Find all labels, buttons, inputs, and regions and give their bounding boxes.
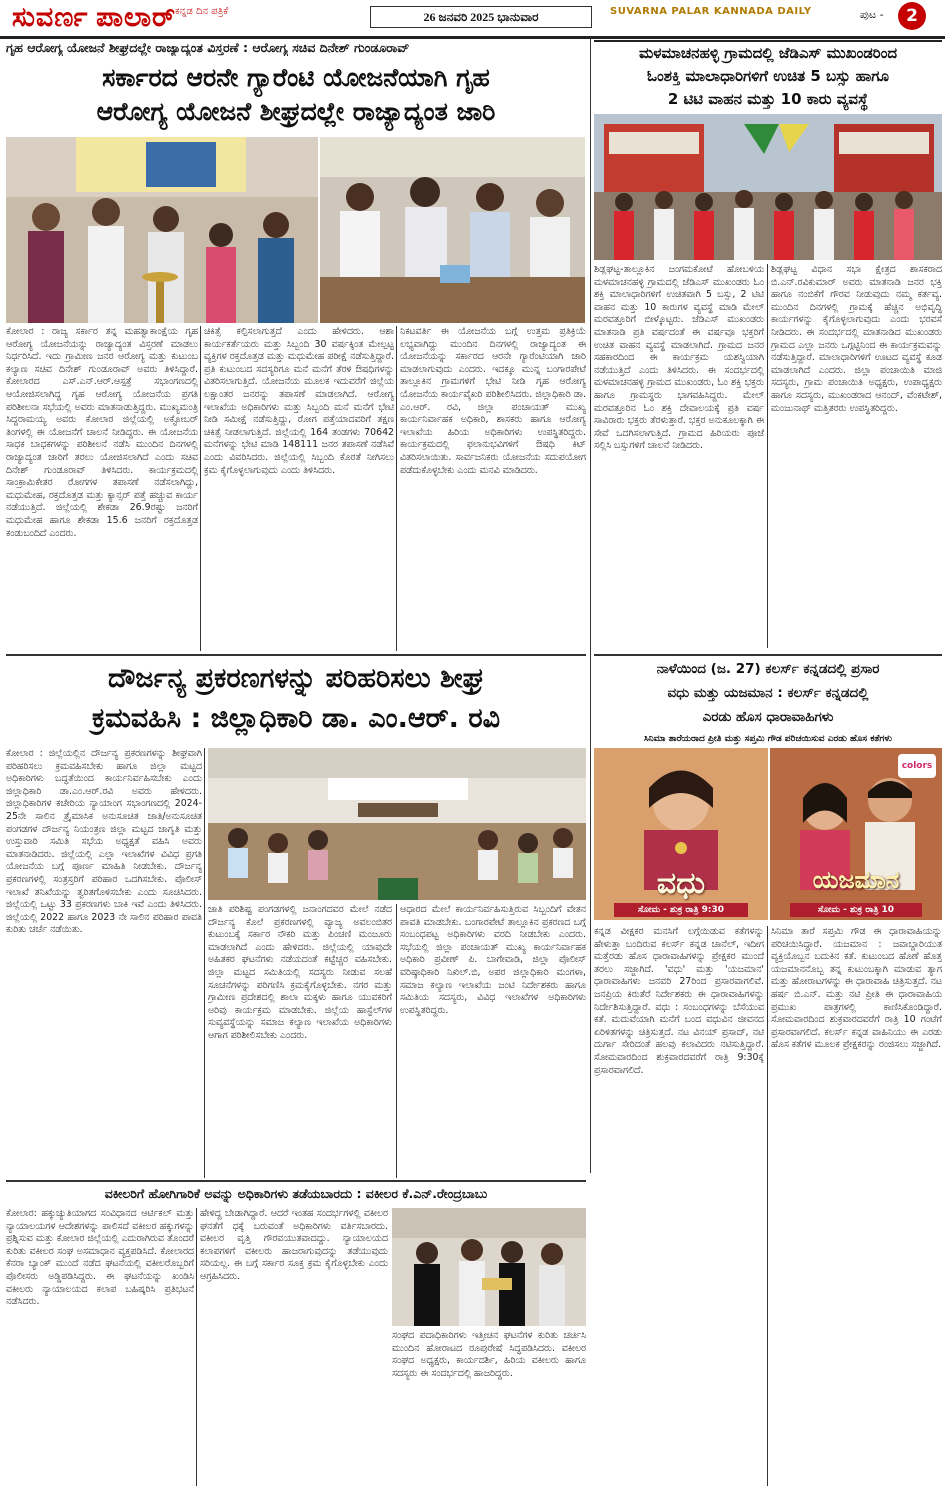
yajamana-timing: ಸೋಮ - ಶುಕ್ರ ರಾತ್ರಿ 10 bbox=[790, 903, 922, 917]
masthead bbox=[0, 0, 945, 39]
story3-column-2: ಜಾತಿ ಪರಿಶಿಷ್ಟ ಪಂಗಡಗಳಲ್ಲಿ ಜನಾಂಗದವರ ಮೇಲೆ ನಡೆದ ದೌರ್ಜನ್ಯ ಕೊಲೆ ಪ್ರಕರಣಗಳಲ್ಲಿ ವ್ಯಾಜ್ಯ ಅವಲಂಬಿತರ ಕುಟುಂಬಕ್ಕೆ ಸರ್ಕಾರ ನೌಕರಿ ಮತ್ತು ಪಿಂಚಣಿ ಮಂಜೂರು ಮಾಡಲಾಗಿದೆ ಎಂದು ಹೇಳಿದರು. ಜಿಲ್ಲೆಯಲ್ಲಿ ಯಾವುದೇ ಅಹಿತಕರ ಘಟನೆಗಳು ನಡೆಯದಂತೆ ಕಟ್ಟೆಚ್ಚರ ವಹಿಸಬೇಕು. ಜಿಲ್ಲಾ ಮಟ್ಟದ ಸಮಿತಿಯಲ್ಲಿ ಸದಸ್ಯರು ನೀಡುವ ಸಲಹೆ ಸೂಚನೆಗಳನ್ನು ಪರಿಗಣಿಸಿ ಕ್ರಮಕೈಗೊಳ್ಳಬೇಕು. ನಗರ ಮತ್ತು ಗ್ರಾಮೀಣ ಪ್ರದೇಶದಲ್ಲಿ ಶಾಲಾ ಮಕ್ಕಳು ಹಾಗೂ ಯುವಕರಿಗೆ ಅರಿವು ಕಾರ್ಯಕ್ರಮ ಮಾಡಬೇಕು. ಜಿಲ್ಲೆಯ ಹಾಸ್ಟೆಲ್‌ಗಳ ಸುವ್ಯವಸ್ಥೆಯನ್ನು ಸಮಾಜ ಕಲ್ಯಾಣ ಇಲಾಖೆಯ ಅಧಿಕಾರಿಗಳು ಆಗಾಗ ಪರಿಶೀಲಿಸಬೇಕು ಎಂದರು. bbox=[208, 904, 392, 1041]
story5-headline-line2: ವಧು ಮತ್ತು ಯಜಮಾನ : ಕಲರ್ಸ್ ಕನ್ನಡದಲ್ಲಿ bbox=[667, 685, 869, 701]
story4-column-2: ಹೇಳಿದ್ದ ಬೇಡಾಗಿದ್ದಾರೆ. ಆದರೆ ಇಂತಹ ಸಂದರ್ಭಗಳಲ್ಲಿ ವಕೀಲರ ಘನತೆಗೆ ಧಕ್ಕೆ ಬರುವಂತೆ ಅಧಿಕಾರಿಗಳು ವರ್ತಿಸಬಾರದು. ವಕೀಲರ ವೃತ್ತಿ ಗೌರವಯುತವಾದದ್ದು. ನ್ಯಾಯಾಲಯದ ಕಲಾಪಗಳಿಗೆ ವಕೀಲರು ಹಾಜರಾಗುವುದನ್ನು ತಡೆಯುವುದು ಸರಿಯಲ್ಲ. ಈ ಬಗ್ಗೆ ಸರ್ಕಾರ ಸೂಕ್ತ ಕ್ರಮ ಕೈಗೊಳ್ಳಬೇಕು ಎಂದು ಆಗ್ರಹಿಸಿದರು. bbox=[200, 1208, 388, 1282]
buses-crowd-image bbox=[594, 114, 942, 260]
lawyers-group-image bbox=[392, 1208, 586, 1326]
page-number: 2 bbox=[898, 2, 926, 30]
page-column-divider bbox=[590, 38, 591, 1173]
story2-photo-buses bbox=[594, 114, 942, 260]
story2-header-box bbox=[594, 40, 942, 112]
story1-headline-line2: ಆರೋಗ್ಯ ಯೋಜನೆ ಶೀಘ್ರದಲ್ಲೇ ರಾಜ್ಯಾದ್ಯಂತ ಜಾರಿ bbox=[96, 97, 496, 126]
story3-photo-meeting bbox=[208, 748, 586, 900]
column-divider bbox=[767, 264, 768, 648]
story4-photo-lawyers bbox=[392, 1208, 586, 1326]
story5-headline-line1: ನಾಳೆಯಿಂದ (ಜ. 27) ಕಲರ್ಸ್ ಕನ್ನಡದಲ್ಲಿ ಪ್ರಸಾರ bbox=[656, 661, 880, 677]
story5-column-1: ಕನ್ನಡ ವೀಕ್ಷಕರ ಮನಸಿಗೆ ಲಗ್ಗೆಯಿಡುವ ಕತೆಗಳನ್ನು ಹೇಳುತ್ತಾ ಬಂದಿರುವ ಕಲರ್ಸ್ ಕನ್ನಡ ಚಾನೆಲ್, ಇದೀಗ ಮತ್ತೆರಡು ಹೊಸ ಧಾರಾವಾಹಿಗಳನ್ನು ಪ್ರೇಕ್ಷಕರ ಮುಂದೆ ತರಲು ಸಜ್ಜಾಗಿದೆ. 'ವಧು' ಮತ್ತು 'ಯಜಮಾನ' ಧಾರಾವಾಹಿಗಳು ಜನವರಿ 27ರಿಂದ ಪ್ರಸಾರವಾಗಲಿವೆ. ಜನಪ್ರಿಯ ಕಿರುತೆರೆ ನಿರ್ದೇಶಕರು ಈ ಧಾರಾವಾಹಿಗಳನ್ನು ನಿರ್ದೇಶಿಸುತ್ತಿದ್ದಾರೆ. ವಧು : ಸಂಬಂಧಗಳನ್ನು ಬೆಸೆಯುವ ಕತೆ. ಮದುವೆಯಾಗಿ ಮನೆಗೆ ಬಂದ ವಧುವಿನ ಜೀವನದ ಏರಿಳಿತಗಳನ್ನು ಚಿತ್ರಿಸುತ್ತದೆ. ನಟ ವಿನಯ್ ಪ್ರಸಾದ್, ನಟಿ ದುರ್ಗಾ ಸೇರಿದಂತೆ ಹಲವು ಕಲಾವಿದರು ನಟಿಸುತ್ತಿದ್ದಾರೆ. ಸೋಮವಾರದಿಂದ ಶುಕ್ರವಾರದವರೆಗೆ ರಾತ್ರಿ 9:30ಕ್ಕೆ ಪ್ರಸಾರವಾಗಲಿದೆ. bbox=[594, 926, 764, 1076]
story2-column-1: ಶಿಡ್ಲಘಟ್ಟ-ತಾಲ್ಲೂಕಿನ ಜಂಗಮಕೋಟೆ ಹೋಬಳಿಯ ಮಳಮಾಚನಹಳ್ಳಿ ಗ್ರಾಮದಲ್ಲಿ ಜೆಡಿಎಸ್ ಮುಖಂಡರು ಓಂ ಶಕ್ತಿ ಮಾಲಾಧಾರಿಗಳಿಗೆ ಉಚಿತವಾಗಿ 5 ಬಸ್ಸು, 2 ಟಿಟಿ ವಾಹನ ಮತ್ತು 10 ಕಾರುಗಳ ವ್ಯವಸ್ಥೆ ಮಾಡಿ ಮೇಲ್ ಮರವತ್ತೂರಿಗೆ ಬೀಳ್ಕೊಟ್ಟರು. ಜೆಡಿಎಸ್ ಮುಖಂಡರು ಮಾತನಾಡಿ ಪ್ರತಿ ವರ್ಷದಂತೆ ಈ ವರ್ಷವೂ ಭಕ್ತರಿಗೆ ಉಚಿತ ವಾಹನ ವ್ಯವಸ್ಥೆ ಮಾಡಲಾಗಿದೆ. ಗ್ರಾಮದ ಜನರ ಸಹಕಾರದಿಂದ ಈ ಕಾರ್ಯಕ್ರಮ ಯಶಸ್ವಿಯಾಗಿ ನಡೆಯುತ್ತಿದೆ ಎಂದು ತಿಳಿಸಿದರು. ಈ ಸಂದರ್ಭದಲ್ಲಿ ಮಳಮಾಚನಹಳ್ಳಿ ಗ್ರಾಮದ ಮುಖಂಡರು, ಓಂ ಶಕ್ತಿ ಭಕ್ತರು ಹಾಗೂ ಗ್ರಾಮಸ್ಥರು ಭಾಗವಹಿಸಿದ್ದರು. ಮೇಲ್ ಮರವತ್ತೂರಿನ ಓಂ ಶಕ್ತಿ ದೇವಾಲಯಕ್ಕೆ ಪ್ರತಿ ವರ್ಷ ಸಾವಿರಾರು ಭಕ್ತರು ತೆರಳುತ್ತಾರೆ. ಭಕ್ತರ ಅನುಕೂಲಕ್ಕಾಗಿ ಈ ಸೇವೆ ಒದಗಿಸಲಾಗುತ್ತಿದೆ. ಗ್ರಾಮದ ಹಿರಿಯರು ಪೂಜೆ ಸಲ್ಲಿಸಿ ಬಸ್ಸುಗಳಿಗೆ ಚಾಲನೆ ನೀಡಿದರು. bbox=[594, 264, 764, 452]
tv-banner-yajamana bbox=[770, 748, 942, 920]
story4-column-3: ಸಂಘದ ಪದಾಧಿಕಾರಿಗಳು ಇತ್ತೀಚಿನ ಘಟನೆಗಳ ಕುರಿತು ಚರ್ಚಿಸಿ ಮುಂದಿನ ಹೋರಾಟದ ರೂಪುರೇಷೆ ಸಿದ್ಧಪಡಿಸಿದರು. ವಕೀಲರ ಸಂಘದ ಅಧ್ಯಕ್ಷರು, ಕಾರ್ಯದರ್ಶಿ, ಹಿರಿಯ ವಕೀಲರು ಹಾಗೂ ಸದಸ್ಯರು ಈ ಸಂದರ್ಭದಲ್ಲಿ ಹಾಜರಿದ್ದರು. bbox=[392, 1330, 586, 1379]
newspaper-tagline: ಕನ್ನಡ ದಿನ ಪತ್ರಿಕೆ bbox=[175, 6, 229, 17]
lamp-lighting-image bbox=[6, 137, 318, 323]
column-divider bbox=[767, 926, 768, 1486]
section-divider bbox=[594, 654, 942, 656]
vadhu-timing: ಸೋಮ - ಶುಕ್ರ ರಾತ್ರಿ 9:30 bbox=[614, 903, 748, 917]
story2-headline-line1: ಮಳಮಾಚನಹಳ್ಳಿ ಗ್ರಾಮದಲ್ಲಿ ಜೆಡಿಎಸ್ ಮುಖಂಡರಿಂದ bbox=[638, 44, 898, 62]
minister-meeting-image bbox=[320, 137, 585, 323]
section-divider bbox=[6, 1180, 586, 1182]
story1-column-1: ಕೋಲಾರ : ರಾಜ್ಯ ಸರ್ಕಾರ ತನ್ನ ಮಹತ್ವಾಕಾಂಕ್ಷೆಯ ಗೃಹ ಆರೋಗ್ಯ ಯೋಜನೆಯನ್ನು ರಾಜ್ಯಾದ್ಯಂತ ವಿಸ್ತರಣೆ ಮಾಡಲು ನಿರ್ಧರಿಸಿದೆ. ಇದು ಗ್ರಾಮೀಣ ಜನರ ಆರೋಗ್ಯ ಮತ್ತು ಕುಟುಂಬ ಕಲ್ಯಾಣ ಸಚಿವ ದಿನೇಶ್ ಗುಂಡೂರಾವ್ ಅವರು ತಿಳಿಸಿದ್ದಾರೆ. ಕೋಲಾರದ ಎಸ್.ಎನ್.ಆರ್.ಆಸ್ಪತ್ರೆ ಸಭಾಂಗಣದಲ್ಲಿ ಆಯೋಜಿಸಲಾಗಿದ್ದ ಗೃಹ ಆರೋಗ್ಯ ಯೋಜನೆಯ ಪ್ರಗತಿ ಪರಿಶೀಲನಾ ಸಭೆಯಲ್ಲಿ ಅವರು ಮಾತನಾಡುತ್ತಿದ್ದರು. ಮುಖ್ಯಮಂತ್ರಿ ಸಿದ್ದರಾಮಯ್ಯ ಅವರು ಕೋಲಾರ ಜಿಲ್ಲೆಯಲ್ಲಿ ಅಕ್ಟೋಬರ್ ತಿಂಗಳಲ್ಲಿ ಈ ಯೋಜನೆಗೆ ಚಾಲನೆ ನೀಡಿದ್ದರು. ಈ ಯೋಜನೆಯ ಸಾಧಕ ಬಾಧಕಗಳನ್ನು ಪರಿಶೀಲನೆ ನಡೆಸಿ ಮುಂದಿನ ದಿನಗಳಲ್ಲಿ ರಾಜ್ಯಾದ್ಯಂತ ಜಾರಿಗೆ ತರಲು ಯೋಜಿಸಲಾಗಿದೆ ಎಂದು ಸಚಿವ ದಿನೇಶ್ ಗುಂಡೂರಾವ್ ತಿಳಿಸಿದರು. ಕಾರ್ಯಕ್ರಮದಲ್ಲಿ ಸಾಂಕ್ರಾಮಿಕೇತರ ರೋಗಗಳ ತಪಾಸಣೆ ನಡೆಸಲಾಗಿದ್ದು, ಮಧುಮೇಹ, ರಕ್ತದೊತ್ತಡ ಮತ್ತು ಕ್ಯಾನ್ಸರ್ ಪತ್ತೆ ಹಚ್ಚುವ ಕಾರ್ಯ ನಡೆಯುತ್ತಿದೆ. ಜಿಲ್ಲೆಯಲ್ಲಿ ಶೇಕಡಾ 26.9ರಷ್ಟು ಜನರಿಗೆ ಮಧುಮೇಹ ಹಾಗೂ ಶೇಕಡಾ 15.6 ಜನರಿಗೆ ರಕ್ತದೊತ್ತಡ ಕಂಡುಬಂದಿದೆ ಎಂದರು. bbox=[6, 326, 198, 539]
story3-headline-line2: ಕ್ರಮವಹಿಸಿ : ಜಿಲ್ಲಾಧಿಕಾರಿ ಡಾ. ಎಂ.ಆರ್. ರವಿ bbox=[91, 703, 501, 734]
story2-headline-line2: ಓಂಶಕ್ತಿ ಮಾಲಾಧಾರಿಗಳಿಗೆ ಉಚಿತ 5 ಬಸ್ಸು ಹಾಗೂ bbox=[647, 67, 889, 85]
story2-column-2: ಶಿಡ್ಲಘಟ್ಟ ವಿಧಾನ ಸಭಾ ಕ್ಷೇತ್ರದ ಶಾಸಕರಾದ ಬಿ.ಎನ್.ರವಿಕುಮಾರ್ ಅವರು ಮಾತನಾಡಿ ಜನರ ಭಕ್ತಿ ಹಾಗೂ ನಂಬಿಕೆಗೆ ಗೌರವ ನೀಡುವುದು ನಮ್ಮ ಕರ್ತವ್ಯ. ಮುಂದಿನ ದಿನಗಳಲ್ಲಿ ಗ್ರಾಮಕ್ಕೆ ಹೆಚ್ಚಿನ ಅಭಿವೃದ್ಧಿ ಕಾರ್ಯಗಳನ್ನು ಕೈಗೊಳ್ಳಲಾಗುವುದು ಎಂದು ಭರವಸೆ ನೀಡಿದರು. ಈ ಸಂದರ್ಭದಲ್ಲಿ ಮಾತನಾಡಿದ ಮುಖಂಡರು ಗ್ರಾಮದ ಎಲ್ಲಾ ಜನರು ಒಗ್ಗಟ್ಟಿನಿಂದ ಈ ಕಾರ್ಯಕ್ರಮವನ್ನು ನಡೆಸುತ್ತಿದ್ದಾರೆ. ಮಾಲಾಧಾರಿಗಳಿಗೆ ಊಟದ ವ್ಯವಸ್ಥೆ ಕೂಡ ಮಾಡಲಾಗಿದೆ ಎಂದರು. ಜಿಲ್ಲಾ ಪಂಚಾಯಿತಿ ಮಾಜಿ ಸದಸ್ಯರು, ಗ್ರಾಮ ಪಂಚಾಯಿತಿ ಅಧ್ಯಕ್ಷರು, ಉಪಾಧ್ಯಕ್ಷರು ಹಾಗೂ ಸದಸ್ಯರು, ಮುಖಂಡರಾದ ಆನಂದ್, ವೆಂಕಟೇಶ್, ಮಂಜುನಾಥ್ ಮತ್ತಿತರರು ಉಪಸ್ಥಿತರಿದ್ದರು. bbox=[771, 264, 942, 414]
story3-column-3: ಆಧಾರದ ಮೇಲೆ ಕಾರ್ಯನಿರ್ವಹಿಸುತ್ತಿರುವ ಸಿಬ್ಬಂದಿಗೆ ವೇತನ ಪಾವತಿ ಮಾಡಬೇಕು. ಬಂಗಾರಪೇಟೆ ತಾಲ್ಲೂಕಿನ ಪ್ರಕರಣದ ಬಗ್ಗೆ ಸಂಬಂಧಪಟ್ಟ ಅಧಿಕಾರಿಗಳು ವರದಿ ನೀಡಬೇಕು ಎಂದರು. ಸಭೆಯಲ್ಲಿ ಜಿಲ್ಲಾ ಪಂಚಾಯತ್ ಮುಖ್ಯ ಕಾರ್ಯನಿರ್ವಾಹಕ ಅಧಿಕಾರಿ ಪ್ರವೀಣ್ ಪಿ. ಬಾಗೇವಾಡಿ, ಜಿಲ್ಲಾ ಪೊಲೀಸ್ ವರಿಷ್ಠಾಧಿಕಾರಿ ನಿಖಿಲ್.ಬಿ, ಅಪರ ಜಿಲ್ಲಾಧಿಕಾರಿ ಮಂಗಳಾ, ಸಮಾಜ ಕಲ್ಯಾಣ ಇಲಾಖೆಯ ಜಂಟಿ ನಿರ್ದೇಶಕರು ಹಾಗೂ ಸಮಿತಿಯ ಸದಸ್ಯರು, ವಿವಿಧ ಇಲಾಖೆಗಳ ಅಧಿಕಾರಿಗಳು ಉಪಸ್ಥಿತರಿದ್ದರು. bbox=[400, 904, 586, 1016]
tv-banner-vadhu bbox=[594, 748, 768, 920]
newspaper-logo: ಸುವರ್ಣ ಪಾಲಾರ್ bbox=[12, 2, 177, 32]
column-divider bbox=[396, 904, 397, 1178]
story1-headline-line1: ಸರ್ಕಾರದ ಆರನೇ ಗ್ಯಾರೆಂಟಿ ಯೋಜನೆಯಾಗಿ ಗೃಹ bbox=[102, 63, 490, 92]
vadhu-title: ವಧು bbox=[656, 866, 706, 901]
story4-column-1: ಕೋಲಾರ: ಹಕ್ಕುಚ್ಯುತಿಯಾಗದ ಸಂವಿಧಾನದ ಆರ್ಟಿಕಲ್ ಮತ್ತು ನ್ಯಾಯಾಲಯಗಳ ಆದೇಶಗಳನ್ನು ಪಾಲಿಸದೆ ವಕೀಲರ ಹಕ್ಕುಗಳನ್ನು ಪ್ರಶ್ನಿಸುವ ಮತ್ತು ಕೋಲಾರ ಜಿಲ್ಲೆಯಲ್ಲಿ ಎದುರಾಗಿರುವ ತೊಂದರೆ ಕುರಿತು ವಕೀಲರ ಸಂಘ ಅಸಮಾಧಾನ ವ್ಯಕ್ತಪಡಿಸಿದೆ. ಕೋಲಾರದ ಕೆನರಾ ಬ್ಯಾಂಕ್ ಮುಂದೆ ನಡೆದ ಘಟನೆಯಲ್ಲಿ ವಕೀಲರೊಬ್ಬರಿಗೆ ಪೊಲೀಸರು ಅಡ್ಡಿಪಡಿಸಿದ್ದರು. ಈ ಘಟನೆಯನ್ನು ಖಂಡಿಸಿ ವಕೀಲರು ನ್ಯಾಯಾಲಯದ ಕಲಾಪ ಬಹಿಷ್ಕರಿಸಿ ಪ್ರತಿಭಟನೆ ನಡೆಸಿದರು. bbox=[6, 1208, 194, 1308]
column-divider bbox=[196, 1208, 197, 1486]
section-divider bbox=[6, 654, 586, 656]
column-divider bbox=[200, 326, 201, 651]
story3-column-1: ಕೋಲಾರ : ಜಿಲ್ಲೆಯಲ್ಲಿನ ದೌರ್ಜನ್ಯ ಪ್ರಕರಣಗಳನ್ನು ಶೀಘ್ರವಾಗಿ ಪರಿಹರಿಸಲು ಕ್ರಮವಹಿಸಬೇಕು ಹಾಗೂ ಜಿಲ್ಲಾ ಮಟ್ಟದ ಅಧಿಕಾರಿಗಳು ಬದ್ಧತೆಯಿಂದ ಕಾರ್ಯನಿರ್ವಹಿಸಬೇಕು ಎಂದು ಜಿಲ್ಲಾಧಿಕಾರಿ ಡಾ.ಎಂ.ಆರ್.ರವಿ ಅವರು ಹೇಳಿದರು. ಜಿಲ್ಲಾಧಿಕಾರಿಗಳ ಕಚೇರಿಯ ನ್ಯಾಯಾಂಗ ಸಭಾಂಗಣದಲ್ಲಿ 2024-25ನೇ ಸಾಲಿನ ತ್ರೈಮಾಸಿಕ ಅನುಸೂಚಿತ ಜಾತಿ/ಅನುಸೂಚಿತ ಪಂಗಡಗಳ ದೌರ್ಜನ್ಯ ನಿಯಂತ್ರಣ ಜಿಲ್ಲಾ ಮಟ್ಟದ ಜಾಗೃತಿ ಮತ್ತು ಉಸ್ತುವಾರಿ ಸಮಿತಿ ಸಭೆಯ ಅಧ್ಯಕ್ಷತೆ ವಹಿಸಿ ಅವರು ಮಾತನಾಡಿದರು. ಜಿಲ್ಲೆಯಲ್ಲಿ ಎಲ್ಲಾ ಇಲಾಖೆಗಳ ವಿವಿಧ ಪ್ರಗತಿ ಯೋಜನೆಯ ಬಗ್ಗೆ ಪೂರ್ಣ ಮಾಹಿತಿ ನೀಡಬೇಕು. ದೌರ್ಜನ್ಯ ಪ್ರಕರಣಗಳಲ್ಲಿ ಸಂತ್ರಸ್ತರಿಗೆ ಪರಿಹಾರ ಒದಗಿಸಬೇಕು. ಪೊಲೀಸ್ ಇಲಾಖೆ ತನಿಖೆಯನ್ನು ತ್ವರಿತಗೊಳಿಸಬೇಕು ಎಂದು ಸೂಚಿಸಿದರು. ಜಿಲ್ಲೆಯಲ್ಲಿ ಒಟ್ಟು 33 ಪ್ರಕರಣಗಳು ಬಾಕಿ ಇವೆ ಎಂದು ತಿಳಿಸಿದರು. ಜಿಲ್ಲೆಯಲ್ಲಿ 2022 ಹಾಗೂ 2023 ನೇ ಸಾಲಿನ ಪರಿಹಾರ ಪಾವತಿ ಕುರಿತು ಚರ್ಚೆ ನಡೆಯಿತು. bbox=[6, 748, 202, 936]
english-name: SUVARNA PALAR KANNADA DAILY bbox=[610, 6, 812, 17]
story1-kicker: ಗೃಹ ಆರೋಗ್ಯ ಯೋಜನೆ ಶೀಘ್ರದಲ್ಲೇ ರಾಜ್ಯಾದ್ಯಂತ ವಿಸ್ತರಣೆ : ಆರೋಗ್ಯ ಸಚಿವ ದಿನೇಶ್ ಗುಂಡೂರಾವ್ bbox=[6, 40, 410, 55]
issue-date: 26 ಜನವರಿ 2025 ಭಾನುವಾರ bbox=[370, 6, 592, 28]
yajamana-title: ಯಜಮಾನ bbox=[812, 866, 900, 894]
column-divider bbox=[204, 748, 205, 1178]
meeting-hall-image bbox=[208, 748, 586, 900]
story4-headline: ವಕೀಲರಿಗೆ ಹೋಗಿಗಾರಿಕೆ ಅವನ್ನು ಅಧಿಕಾರಿಗಳು ತಡೆಯಬಾರದು : ವಕೀಲರ ಕೆ.ಎನ್.ರೇಂದ್ರಬಾಬು bbox=[104, 1186, 488, 1201]
story1-photo-minister bbox=[320, 137, 585, 323]
page-label: ಪುಟ - bbox=[860, 8, 884, 21]
story1-column-2: ಚಿಕಿತ್ಸೆ ಕಲ್ಪಿಸಲಾಗುತ್ತದೆ ಎಂದು ಹೇಳಿದರು. ಆಶಾ ಕಾರ್ಯಕರ್ತೆಯರು ಮತ್ತು ಸಿಬ್ಬಂದಿ 30 ವರ್ಷಕ್ಕಿಂತ ಮೇಲ್ಪಟ್ಟ ವ್ಯಕ್ತಿಗಳ ರಕ್ತದೊತ್ತಡ ಮತ್ತು ಮಧುಮೇಹ ಪರೀಕ್ಷೆ ನಡೆಸುತ್ತಿದ್ದಾರೆ. ಪ್ರತಿ ಕುಟುಂಬದ ಸದಸ್ಯರಿಗೂ ಮನೆ ಮನೆಗೆ ತೆರಳಿ ಔಷಧಿಗಳನ್ನು ವಿತರಿಸಲಾಗುತ್ತಿದೆ. ಯೋಜನೆಯ ಮೂಲಕ ಇದುವರೆಗೆ ಜಿಲ್ಲೆಯ ಲಕ್ಷಾಂತರ ಜನರನ್ನು ತಪಾಸಣೆ ಮಾಡಲಾಗಿದೆ. ಆರೋಗ್ಯ ಇಲಾಖೆಯ ಅಧಿಕಾರಿಗಳು ಮತ್ತು ಸಿಬ್ಬಂದಿ ಮನೆ ಮನೆಗೆ ಭೇಟಿ ನೀಡಿ ಸಮೀಕ್ಷೆ ನಡೆಸುತ್ತಿದ್ದು, ರೋಗ ಪತ್ತೆಯಾದವರಿಗೆ ತಕ್ಷಣ ಚಿಕಿತ್ಸೆ ನೀಡಲಾಗುತ್ತಿದೆ. ಜಿಲ್ಲೆಯಲ್ಲಿ 164 ತಂಡಗಳು 70642 ಮನೆಗಳನ್ನು ಭೇಟಿ ಮಾಡಿ 148111 ಜನರ ತಪಾಸಣೆ ನಡೆಸಿವೆ ಎಂದು ವಿವರಿಸಿದರು. ಜಿಲ್ಲೆಯಲ್ಲಿ ಸಿಬ್ಬಂದಿ ಕೊರತೆ ನೀಗಿಸಲು ಕ್ರಮ ಕೈಗೊಳ್ಳಲಾಗುವುದು ಎಂದು ತಿಳಿಸಿದರು. bbox=[204, 326, 394, 476]
story1-column-3: ನಿಕಟವರ್ತಿ ಈ ಯೋಜನೆಯ ಬಗ್ಗೆ ಉತ್ತಮ ಪ್ರತಿಕ್ರಿಯೆ ಲಭ್ಯವಾಗಿದ್ದು ಮುಂದಿನ ದಿನಗಳಲ್ಲಿ ರಾಜ್ಯಾದ್ಯಂತ ಈ ಯೋಜನೆಯನ್ನು ಸರ್ಕಾರದ ಆರನೇ ಗ್ಯಾರೆಂಟಿಯಾಗಿ ಜಾರಿ ಮಾಡಲಾಗುವುದು ಎಂದರು. ಇದಕ್ಕೂ ಮುನ್ನ ಬಂಗಾರಪೇಟೆ ತಾಲ್ಲೂಕಿನ ಗ್ರಾಮಗಳಿಗೆ ಭೇಟಿ ನೀಡಿ ಗೃಹ ಆರೋಗ್ಯ ಯೋಜನೆಯ ಕಾರ್ಯವೈಖರಿ ಪರಿಶೀಲಿಸಿದರು. ಜಿಲ್ಲಾಧಿಕಾರಿ ಡಾ. ಎಂ.ಆರ್. ರವಿ, ಜಿಲ್ಲಾ ಪಂಚಾಯತ್ ಮುಖ್ಯ ಕಾರ್ಯನಿರ್ವಾಹಕ ಅಧಿಕಾರಿ, ಶಾಸಕರು ಹಾಗೂ ಆರೋಗ್ಯ ಇಲಾಖೆಯ ಹಿರಿಯ ಅಧಿಕಾರಿಗಳು ಉಪಸ್ಥಿತರಿದ್ದರು. ಕಾರ್ಯಕ್ರಮದಲ್ಲಿ ಫಲಾನುಭವಿಗಳಿಗೆ ಔಷಧಿ ಕಿಟ್ ವಿತರಿಸಲಾಯಿತು. ಸಾರ್ವಜನಿಕರು ಯೋಜನೆಯ ಸದುಪಯೋಗ ಪಡೆದುಕೊಳ್ಳಬೇಕು ಎಂದು ಮನವಿ ಮಾಡಿದರು. bbox=[400, 326, 586, 476]
story3-headline-line1: ದೌರ್ಜನ್ಯ ಪ್ರಕರಣಗಳನ್ನು ಪರಿಹರಿಸಲು ಶೀಘ್ರ bbox=[107, 663, 485, 694]
story2-headline-line3: 2 ಟಿಟಿ ವಾಹನ ಮತ್ತು 10 ಕಾರು ವ್ಯವಸ್ಥೆ bbox=[667, 90, 869, 108]
story1-photo-lamp-lighting bbox=[6, 137, 318, 323]
story5-column-2: ಸಿನಿಮಾ ತಾರೆ ಸಪ್ತಮಿ ಗೌಡ ಈ ಧಾರಾವಾಹಿಯನ್ನು ಪರಿಚಯಿಸಿದ್ದಾರೆ. ಯಜಮಾನ : ಜವಾಬ್ದಾರಿಯುತ ವ್ಯಕ್ತಿಯೊಬ್ಬನ ಬದುಕಿನ ಕತೆ. ಕುಟುಂಬದ ಹೊಣೆ ಹೊತ್ತ ಯಜಮಾನನೊಬ್ಬ ತನ್ನ ಕುಟುಂಬಕ್ಕಾಗಿ ಮಾಡುವ ತ್ಯಾಗ ಮತ್ತು ಹೋರಾಟಗಳನ್ನು ಈ ಧಾರಾವಾಹಿ ಚಿತ್ರಿಸುತ್ತದೆ. ನಟ ಹರ್ಷ ಬಿ.ಎನ್. ಮತ್ತು ನಟಿ ಪ್ರೀತಿ ಈ ಧಾರಾವಾಹಿಯ ಪ್ರಮುಖ ಪಾತ್ರಗಳಲ್ಲಿ ಕಾಣಿಸಿಕೊಂಡಿದ್ದಾರೆ. ಸೋಮವಾರದಿಂದ ಶುಕ್ರವಾರದವರೆಗೆ ರಾತ್ರಿ 10 ಗಂಟೆಗೆ ಪ್ರಸಾರವಾಗಲಿದೆ. ಕಲರ್ಸ್ ಕನ್ನಡ ವಾಹಿನಿಯು ಈ ಎರಡು ಹೊಸ ಕತೆಗಳ ಮೂಲಕ ಪ್ರೇಕ್ಷಕರನ್ನು ರಂಜಿಸಲು ಸಜ್ಜಾಗಿದೆ. bbox=[771, 926, 942, 1051]
column-divider bbox=[396, 326, 397, 651]
colors-channel-logo: colors bbox=[898, 754, 936, 778]
story5-headline-line3: ಎರಡು ಹೊಸ ಧಾರಾವಾಹಿಗಳು bbox=[702, 709, 834, 725]
story5-subhead: ಸಿನಿಮಾ ತಾರೆಯರಾದ ಪ್ರೀತಿ ಮತ್ತು ಸಪ್ತಮಿ ಗೌಡ ಪರಿಚಯಿಸುವ ಎರಡು ಹೊಸ ಕತೆಗಳು bbox=[643, 734, 893, 744]
